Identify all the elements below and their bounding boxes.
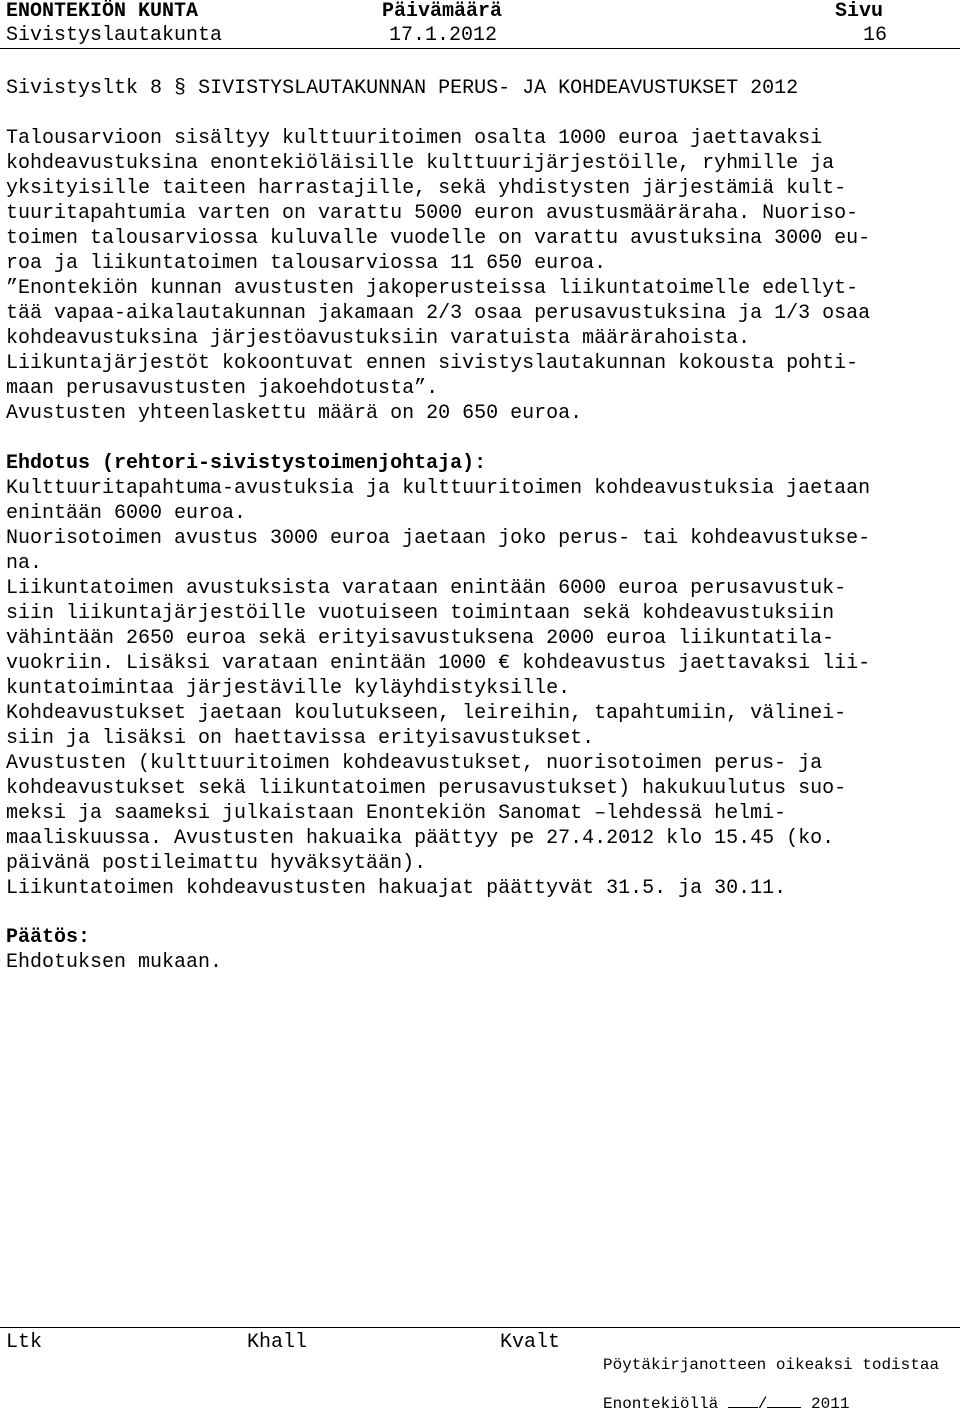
proposal-line: Liikuntatoimen avustuksista varataan enintään 6000 euroa perusavustuk-	[6, 577, 847, 600]
footer-kvalt: Kvalt	[500, 1331, 561, 1354]
footer-ltk: Ltk	[6, 1331, 43, 1354]
proposal-line: siin ja lisäksi on haettavissa erityisavustukset.	[6, 727, 595, 750]
footer-place: Enontekiöllä	[603, 1395, 719, 1413]
body-line: maan perusavustusten jakoehdotusta”.	[6, 377, 439, 400]
footer-rule	[0, 1327, 960, 1328]
proposal-line: kohdeavustukset sekä liikuntatoimen perusavustukset) hakukuulutus suo-	[6, 777, 847, 800]
proposal-line: vähintään 2650 euroa sekä erityisavustuksena 2000 euroa liikuntatila-	[6, 627, 835, 650]
body-line: kohdeavustuksina järjestöavustuksiin varatuista määrärahoista.	[6, 327, 751, 350]
body-line: toimen talousarviossa kuluvalle vuodelle on varattu avustuksina 3000 eu-	[6, 227, 871, 250]
header-rule	[0, 48, 960, 49]
section-prefix: Sivistysltk 8	[6, 77, 163, 100]
footer-slash: /	[757, 1395, 768, 1413]
footer-khall: Khall	[247, 1331, 308, 1354]
proposal-line: Liikuntatoimen kohdeavustusten hakuajat päättyvät 31.5. ja 30.11.	[6, 877, 787, 900]
footer-certify: Pöytäkirjanotteen oikeaksi todistaa	[603, 1356, 940, 1374]
proposal-line: maaliskuussa. Avustusten hakuaika päättyy pe 27.4.2012 klo 15.45 (ko.	[6, 827, 835, 850]
proposal-line: kuntatoimintaa järjestäville kyläyhdistyksille.	[6, 677, 571, 700]
day-blank	[728, 1393, 758, 1408]
footer-year: 2011	[811, 1395, 850, 1413]
proposal-line: enintään 6000 euroa.	[6, 502, 247, 525]
body-line: yksityisille taiteen harrastajille, sekä yhdistysten järjestämiä kult-	[6, 177, 847, 200]
body-line: ”Enontekiön kunnan avustusten jakoperusteissa liikuntatoimelle edellyt-	[6, 277, 859, 300]
month-blank	[767, 1393, 801, 1408]
section-symbol: §	[174, 77, 187, 100]
body-line: Avustusten yhteenlaskettu määrä on 20 650 euroa.	[6, 402, 583, 425]
proposal-line: na.	[6, 552, 43, 575]
body-line: tää vapaa-aikalautakunnan jakamaan 2/3 osaa perusavustuksina ja 1/3 osaa	[6, 302, 871, 325]
section-heading: SIVISTYSLAUTAKUNNAN PERUS- JA KOHDEAVUSTUKSET 2012	[198, 77, 799, 100]
section-title	[6, 76, 798, 101]
org-name: ENONTEKIÖN KUNTA	[6, 0, 199, 23]
body-line: roa ja liikuntatoimen talousarviossa 11 650 euroa.	[6, 252, 607, 275]
proposal-line: Kohdeavustukset jaetaan koulutukseen, leireihin, tapahtumiin, välinei-	[6, 702, 847, 725]
proposal-line: Avustusten (kulttuuritoimen kohdeavustukset, nuorisotoimen perus- ja	[6, 752, 823, 775]
body-line: Liikuntajärjestöt kokoontuvat ennen sivistyslautakunnan kokousta pohti-	[6, 352, 859, 375]
proposal-line: päivänä postileimattu hyväksytään).	[6, 852, 427, 875]
body-line: tuuritapahtumia varten on varattu 5000 euron avustusmääräraha. Nuoriso-	[6, 202, 859, 225]
proposal-line: Kulttuuritapahtuma-avustuksia ja kulttuuritoimen kohdeavustuksia jaetaan	[6, 477, 871, 500]
decision-heading: Päätös:	[6, 926, 91, 949]
footer-signature-line	[603, 1393, 849, 1413]
page-label: Sivu	[835, 0, 884, 23]
proposal-line: siin liikuntajärjestöille vuotuiseen toimintaan sekä kohdeavustuksiin	[6, 602, 835, 625]
proposal-heading: Ehdotus (rehtori-sivistystoimenjohtaja):	[6, 452, 487, 475]
dept-name: Sivistyslautakunta	[6, 24, 223, 47]
proposal-line: Nuorisotoimen avustus 3000 euroa jaetaan joko perus- tai kohdeavustukse-	[6, 527, 871, 550]
date-label: Päivämäärä	[382, 0, 503, 23]
date-value: 17.1.2012	[389, 24, 498, 47]
body-line: Talousarvioon sisältyy kulttuuritoimen osalta 1000 euroa jaettavaksi	[6, 127, 823, 150]
page-number: 16	[863, 24, 888, 47]
decision-text: Ehdotuksen mukaan.	[6, 951, 223, 974]
proposal-line: meksi ja saameksi julkaistaan Enontekiön Sanomat –lehdessä helmi-	[6, 802, 787, 825]
body-line: kohdeavustuksina enontekiöläisille kulttuurijärjestöille, ryhmille ja	[6, 152, 835, 175]
proposal-line: vuokriin. Lisäksi varataan enintään 1000 € kohdeavustus jaettavaksi lii-	[6, 652, 871, 675]
